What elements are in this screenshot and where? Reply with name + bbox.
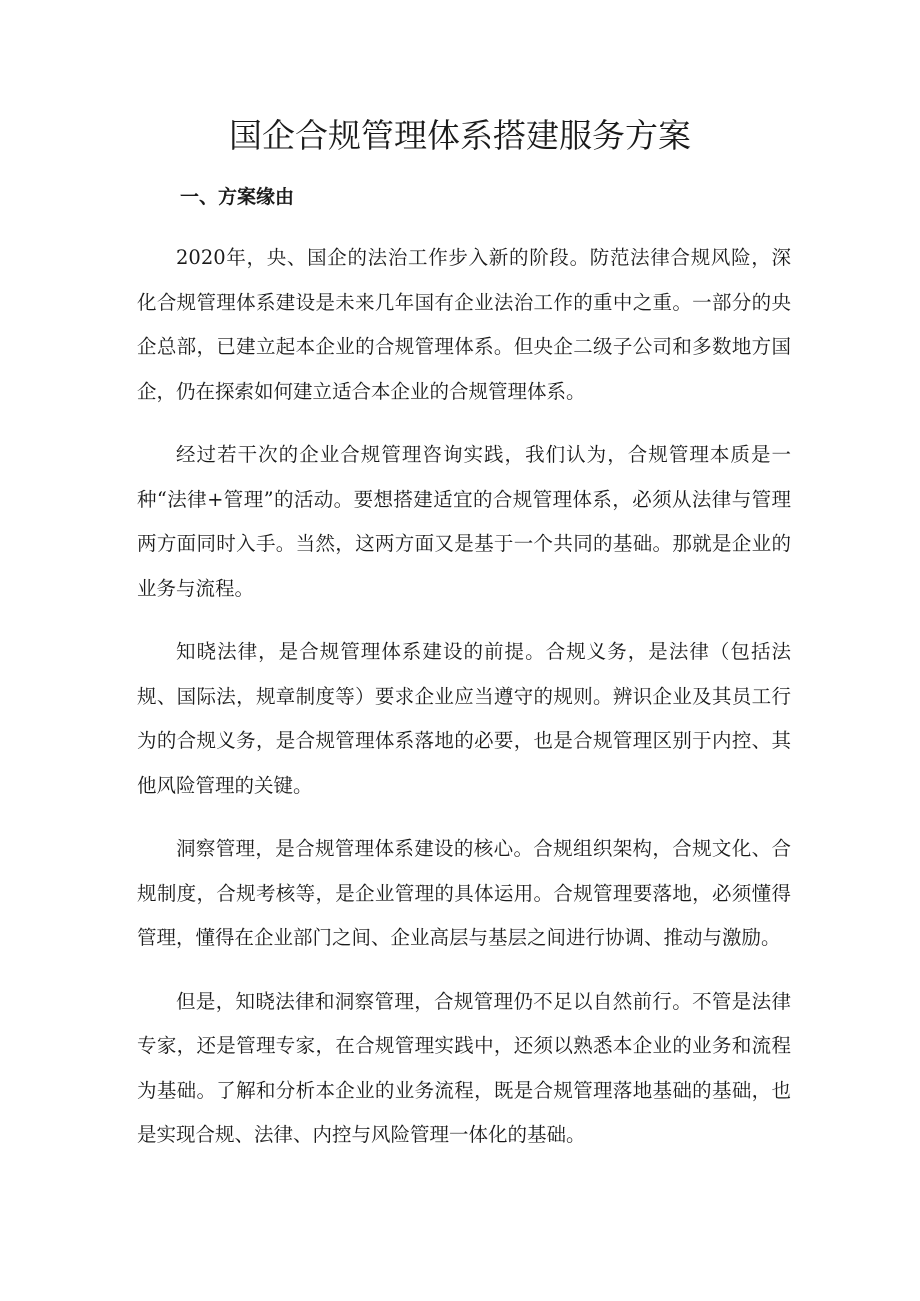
paragraph-4: 洞察管理，是合规管理体系建设的核心。合规组织架构，合规文化、合规制度，合规考核等，是企业管理的具体运用。合规管理要落地，必须懂得管理，懂得在企业部门之间、企业高层与基层之间进行协调、推动与激励。 [137, 837, 791, 949]
paragraph-2: 经过若干次的企业合规管理咨询实践，我们认为，合规管理本质是一种“法律+管理”的活动。要想搭建适宜的合规管理体系，必须从法律与管理两方面同时入手。当然，这两方面又是基于一个共同的基础。那就是企业的业务与流程。 [137, 443, 791, 600]
section-heading: 一、方案缘由 [180, 186, 295, 208]
section-body [137, 236, 791, 1177]
document-title: 国企合规管理体系搭建服务方案 [229, 116, 691, 155]
paragraph-1: 2020年，央、国企的法治工作步入新的阶段。防范法律合规风险，深化合规管理体系建设是未来几年国有企业法治工作的重中之重。一部分的央企总部，已建立起本企业的合规管理体系。但央企二级子公司和多数地方国企，仍在探索如何建立适合本企业的合规管理体系。 [137, 246, 791, 403]
paragraph-3: 知晓法律，是合规管理体系建设的前提。合规义务，是法律（包括法规、国际法，规章制度等）要求企业应当遵守的规则。辨识企业及其员工行为的合规义务，是合规管理体系落地的必要，也是合规管理区别于内控、其他风险管理的关键。 [137, 640, 791, 797]
paragraph-5: 但是，知晓法律和洞察管理，合规管理仍不足以自然前行。不管是法律专家，还是管理专家，在合规管理实践中，还须以熟悉本企业的业务和流程为基础。了解和分析本企业的业务流程，既是合规管理落地基础的基础，也是实现合规、法律、内控与风险管理一体化的基础。 [137, 989, 791, 1146]
